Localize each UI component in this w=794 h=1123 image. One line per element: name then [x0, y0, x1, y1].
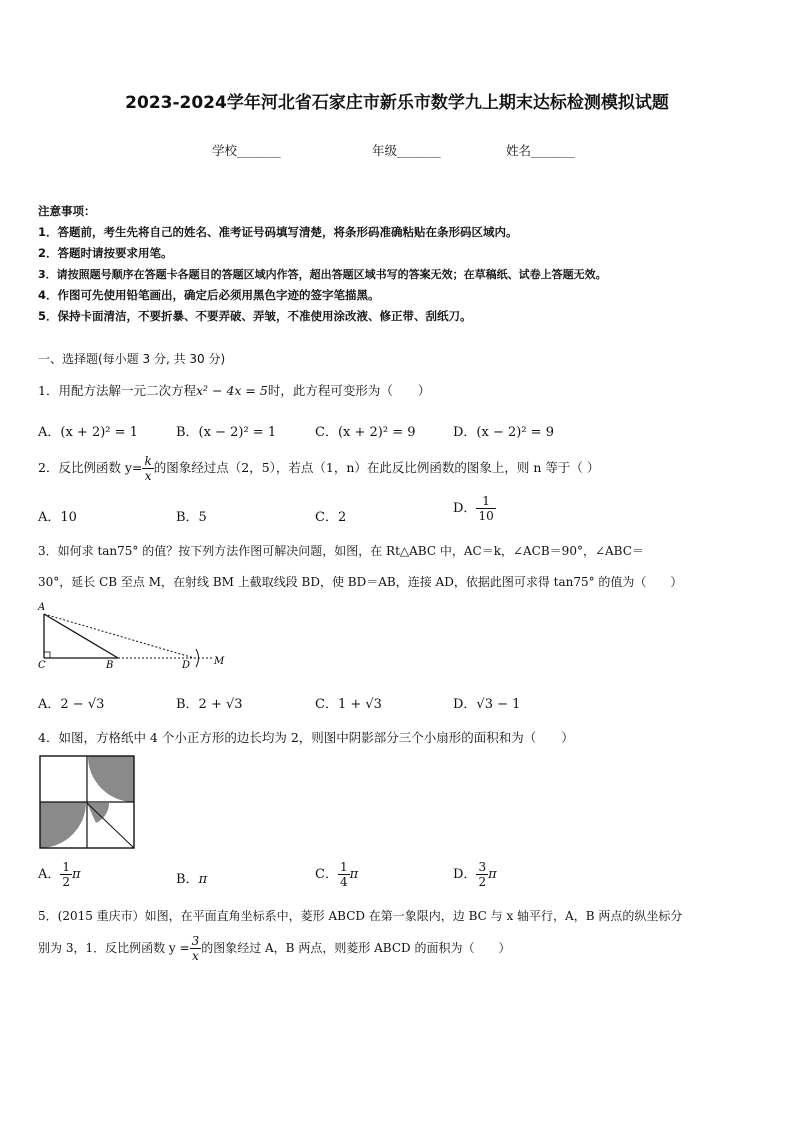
q4-option-a-label: A．: [38, 867, 61, 882]
q1-stem-prefix: 1．用配方法解一元二次方程: [38, 383, 196, 398]
label-d: D: [182, 660, 191, 671]
q2-option-a[interactable]: A．10: [38, 510, 77, 525]
segment-ab: [44, 614, 118, 658]
q2-option-c[interactable]: C．2: [315, 510, 347, 525]
q1-stem-suffix: 时，此方程可变形为（ ）: [267, 383, 431, 398]
q4-option-c-pi: π: [349, 867, 359, 882]
q2-option-d[interactable]: [453, 494, 496, 523]
q4-option-d-num: 3: [478, 860, 487, 874]
q2-frac-den: x: [144, 469, 152, 483]
q1-equation: x² − 4x = 5: [195, 383, 268, 398]
arc-mark: [196, 649, 199, 667]
q4-option-c-num: 1: [339, 860, 348, 874]
q5-line-2-suffix: 的图象经过 A，B 两点，则菱形 ABCD 的面积为（ ）: [201, 941, 511, 955]
question-1-stem: [38, 381, 430, 399]
question-3-line-1: 3．如何求 tan75° 的值？按下列方法作图可解决问题，如图，在 Rt△ABC 中，AC＝k，∠ACB＝90°，∠ABC＝: [38, 544, 644, 558]
question-3-line-2: 30°，延长 CB 至点 M，在射线 BM 上截取线段 BD，使 BD＝AB，连接 AD，依据此图可求得 tan75° 的值为（ ）: [38, 575, 683, 589]
q4-figure-svg: [39, 755, 136, 850]
school-field: 学校_______: [212, 143, 281, 158]
label-a: A: [38, 602, 46, 613]
q2-option-b[interactable]: B．5: [176, 510, 207, 525]
q2-stem-prefix: 2．反比例函数 y=: [38, 460, 143, 475]
q4-option-d[interactable]: [453, 860, 497, 889]
notice-item: 4．作图可先使用铅笔画出，确定后必须用黑色字迹的签字笔描黑。: [38, 288, 380, 302]
question-2-stem: [38, 454, 599, 483]
q4-option-a[interactable]: [38, 860, 81, 889]
q2-stem-suffix: 的图象经过点（2，5），若点（1，n）在此反比例函数的图象上，则 n 等于（ ）: [153, 460, 600, 475]
notice-item: 5．保持卡面清洁，不要折暴、不要弄破、弄皱，不准使用涂改液、修正带、刮纸刀。: [38, 309, 472, 323]
q2-option-d-den: 10: [478, 509, 494, 523]
segment-ad: [44, 614, 194, 658]
q1-option-d[interactable]: D．(x − 2)² = 9: [453, 425, 554, 440]
right-angle-mark: [44, 652, 50, 658]
question-4-stem: 4．如图，方格纸中 4 个小正方形的边长均为 2，则图中阴影部分三个小扇形的面积和为（ ）: [38, 730, 574, 745]
q4-option-c-fraction: [338, 860, 350, 889]
label-c: C: [38, 660, 46, 671]
q4-option-a-fraction: [60, 860, 72, 889]
q3-option-d[interactable]: D．√3 − 1: [453, 697, 521, 712]
q5-frac-den: x: [191, 949, 199, 963]
q2-option-d-label: D．: [453, 501, 477, 516]
question-5-line-2: [38, 934, 510, 963]
notice-item: 3．请按照题号顺序在答题卡各题目的答题区域内作答，超出答题区域书写的答案无效；在草稿纸、试卷上答题无效。: [38, 268, 607, 281]
q3-option-b[interactable]: B．2 + √3: [176, 697, 243, 712]
q4-option-d-den: 2: [478, 875, 487, 889]
notice-heading: 注意事项：: [38, 204, 96, 218]
q3-triangle-figure: [36, 600, 226, 672]
notice-item: 2．答题时请按要求用笔。: [38, 246, 173, 260]
question-5-line-1: 5．(2015 重庆市）如图，在平面直角坐标系中，菱形 ABCD 在第一象限内，边 BC 与 x 轴平行，A，B 两点的纵坐标分: [38, 909, 683, 923]
grade-field: 年级_______: [372, 143, 441, 158]
q2-fraction: [142, 454, 153, 483]
q4-option-b-label: B．: [176, 872, 199, 887]
q4-option-c-label: C．: [315, 867, 338, 882]
q3-figure-svg: [36, 600, 226, 672]
notice-item: 1．答题前，考生先将自己的姓名、准考证号码填写清楚，将条形码准确粘贴在条形码区域内。: [38, 225, 518, 239]
q4-option-c[interactable]: [315, 860, 358, 889]
shaded-sector-2: [40, 802, 86, 848]
q5-fraction: [190, 934, 202, 963]
q4-grid-figure: [39, 755, 136, 850]
q4-option-a-num: 1: [62, 860, 71, 874]
section-heading: 一、选择题(每小题 3 分, 共 30 分): [38, 352, 226, 366]
q1-option-a[interactable]: A．(x + 2)² = 1: [38, 425, 138, 440]
q2-frac-num: k: [144, 454, 152, 468]
q3-option-a[interactable]: A．2 − √3: [38, 697, 105, 712]
q2-option-d-fraction: [476, 494, 495, 523]
q5-line-2-prefix: 别为 3，1．反比例函数 y =: [38, 941, 190, 955]
label-m: M: [214, 656, 225, 667]
shaded-sector-1: [88, 756, 134, 802]
q1-option-b[interactable]: B．(x − 2)² = 1: [176, 425, 277, 440]
q4-option-a-den: 2: [62, 875, 71, 889]
q4-option-d-label: D．: [453, 867, 477, 882]
q4-option-a-pi: π: [72, 867, 81, 882]
name-field: 姓名_______: [506, 143, 575, 158]
q4-option-b-pi: π: [198, 872, 208, 887]
q4-option-c-den: 4: [339, 875, 348, 889]
q5-frac-num: 3: [191, 934, 200, 948]
q4-option-d-fraction: [476, 860, 488, 889]
q4-option-d-pi: π: [488, 867, 497, 882]
label-b: B: [106, 660, 114, 671]
q4-option-b[interactable]: [176, 868, 207, 887]
page-title: 2023-2024学年河北省石家庄市新乐市数学九上期末达标检测模拟试题: [125, 93, 669, 113]
q1-option-c[interactable]: C．(x + 2)² = 9: [315, 425, 416, 440]
diagonal-line: [87, 803, 134, 848]
q3-option-c[interactable]: C．1 + √3: [315, 697, 382, 712]
q2-option-d-num: 1: [476, 494, 495, 509]
